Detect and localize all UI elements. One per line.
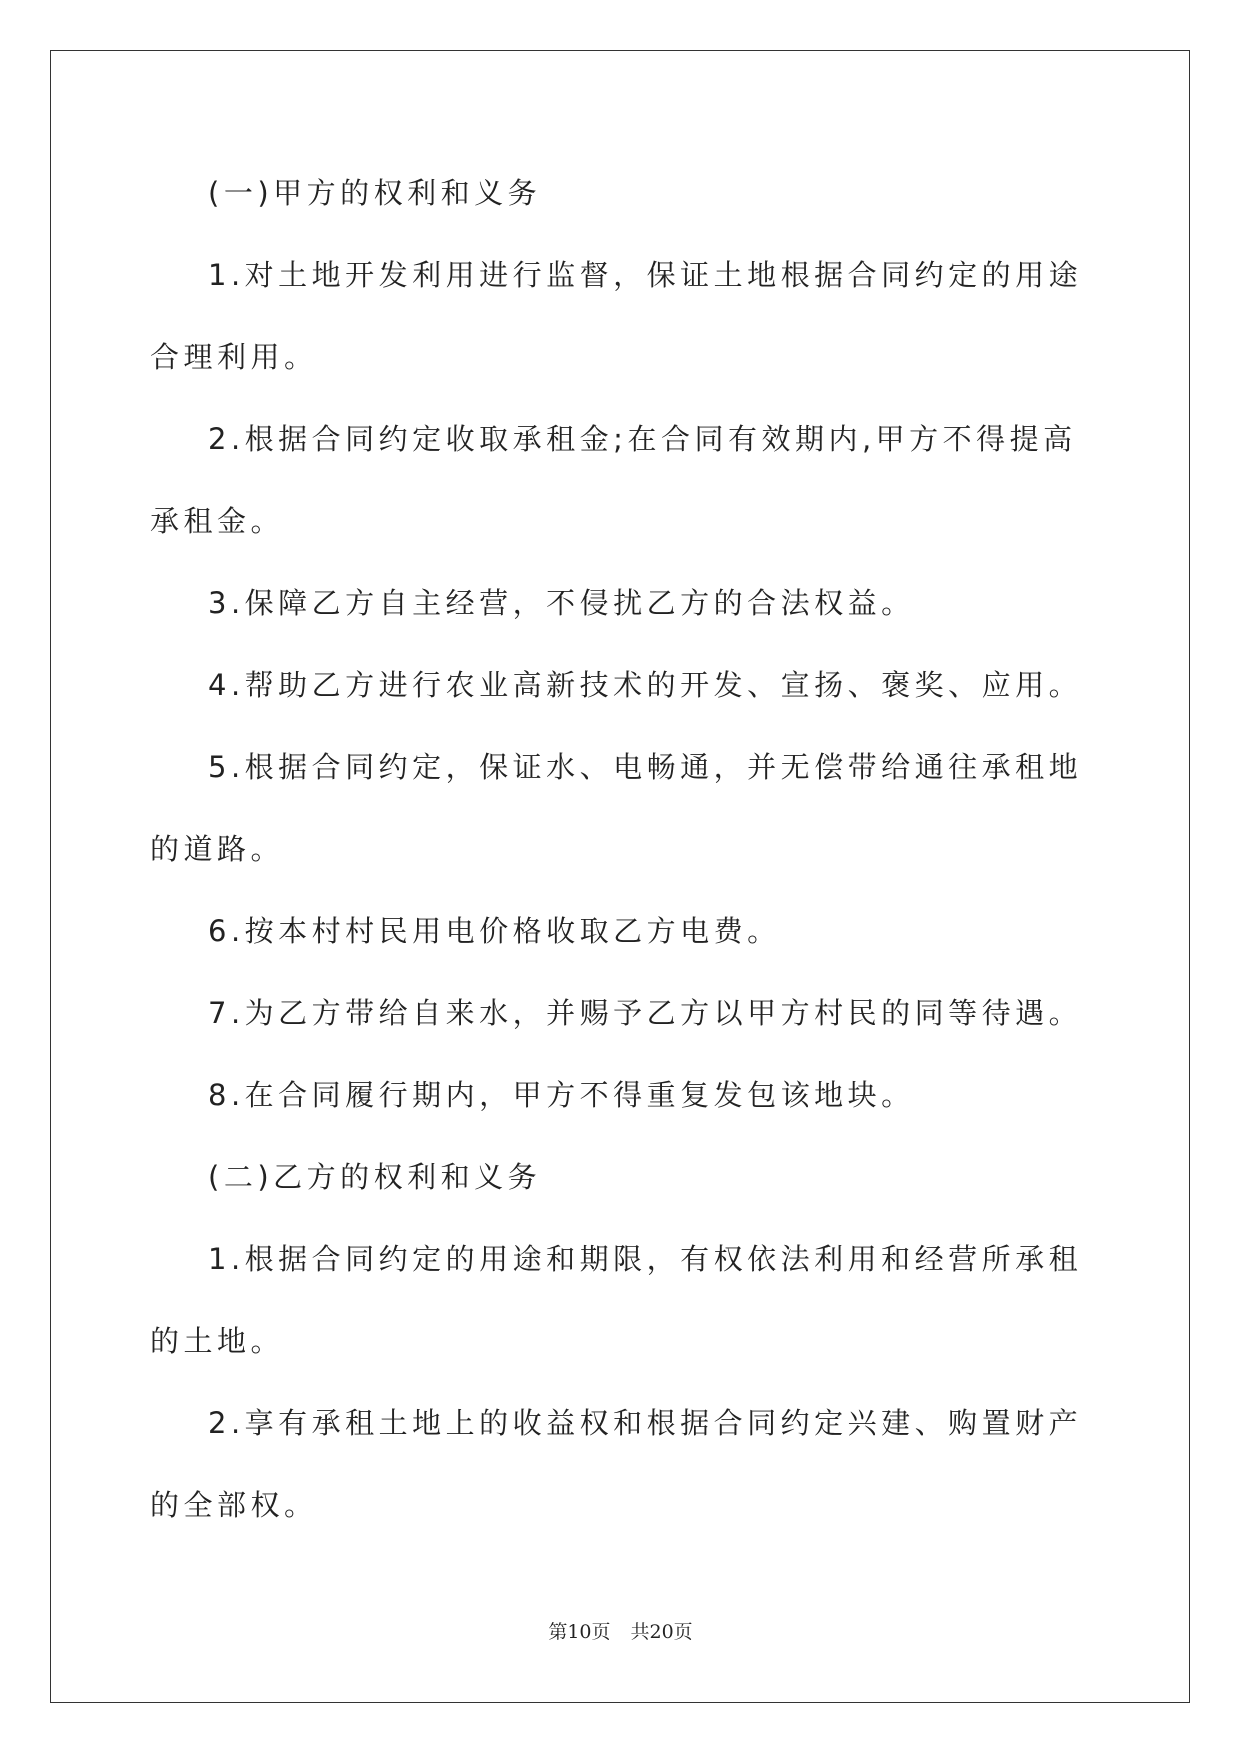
clause-a-4: 4.帮助乙方进行农业高新技术的开发、宣扬、褒奖、应用。 xyxy=(208,668,1083,702)
clause-b-2: 2.享有承租土地上的收益权和根据合同约定兴建、购置财产的全部权。 xyxy=(150,1406,1083,1522)
clause-a-6: 6.按本村村民用电价格收取乙方电费。 xyxy=(208,914,781,948)
page-footer xyxy=(0,1617,1241,1644)
clause-b-1: 1.根据合同约定的用途和期限，有权依法利用和经营所承租的土地。 xyxy=(150,1242,1083,1358)
clause-a-2: 2.根据合同约定收取承租金;在合同有效期内,甲方不得提高承租金。 xyxy=(150,422,1077,538)
clause-a-5: 5.根据合同约定，保证水、电畅通，并无偿带给通往承租地的道路。 xyxy=(150,750,1083,866)
document-body xyxy=(150,152,1090,1546)
page-total: 共20页 xyxy=(630,1621,693,1643)
clause-a-1: 1.对土地开发利用进行监督，保证土地根据合同约定的用途合理利用。 xyxy=(150,258,1083,374)
clause-a-8: 8.在合同履行期内，甲方不得重复发包该地块。 xyxy=(208,1078,915,1112)
page-number: 第10页 xyxy=(548,1621,611,1643)
section-heading-party-b: (二)乙方的权利和义务 xyxy=(208,1160,542,1194)
clause-a-7: 7.为乙方带给自来水，并赐予乙方以甲方村民的同等待遇。 xyxy=(208,996,1083,1030)
section-heading-party-a: (一)甲方的权利和义务 xyxy=(208,176,542,210)
clause-a-3: 3.保障乙方自主经营，不侵扰乙方的合法权益。 xyxy=(208,586,915,620)
